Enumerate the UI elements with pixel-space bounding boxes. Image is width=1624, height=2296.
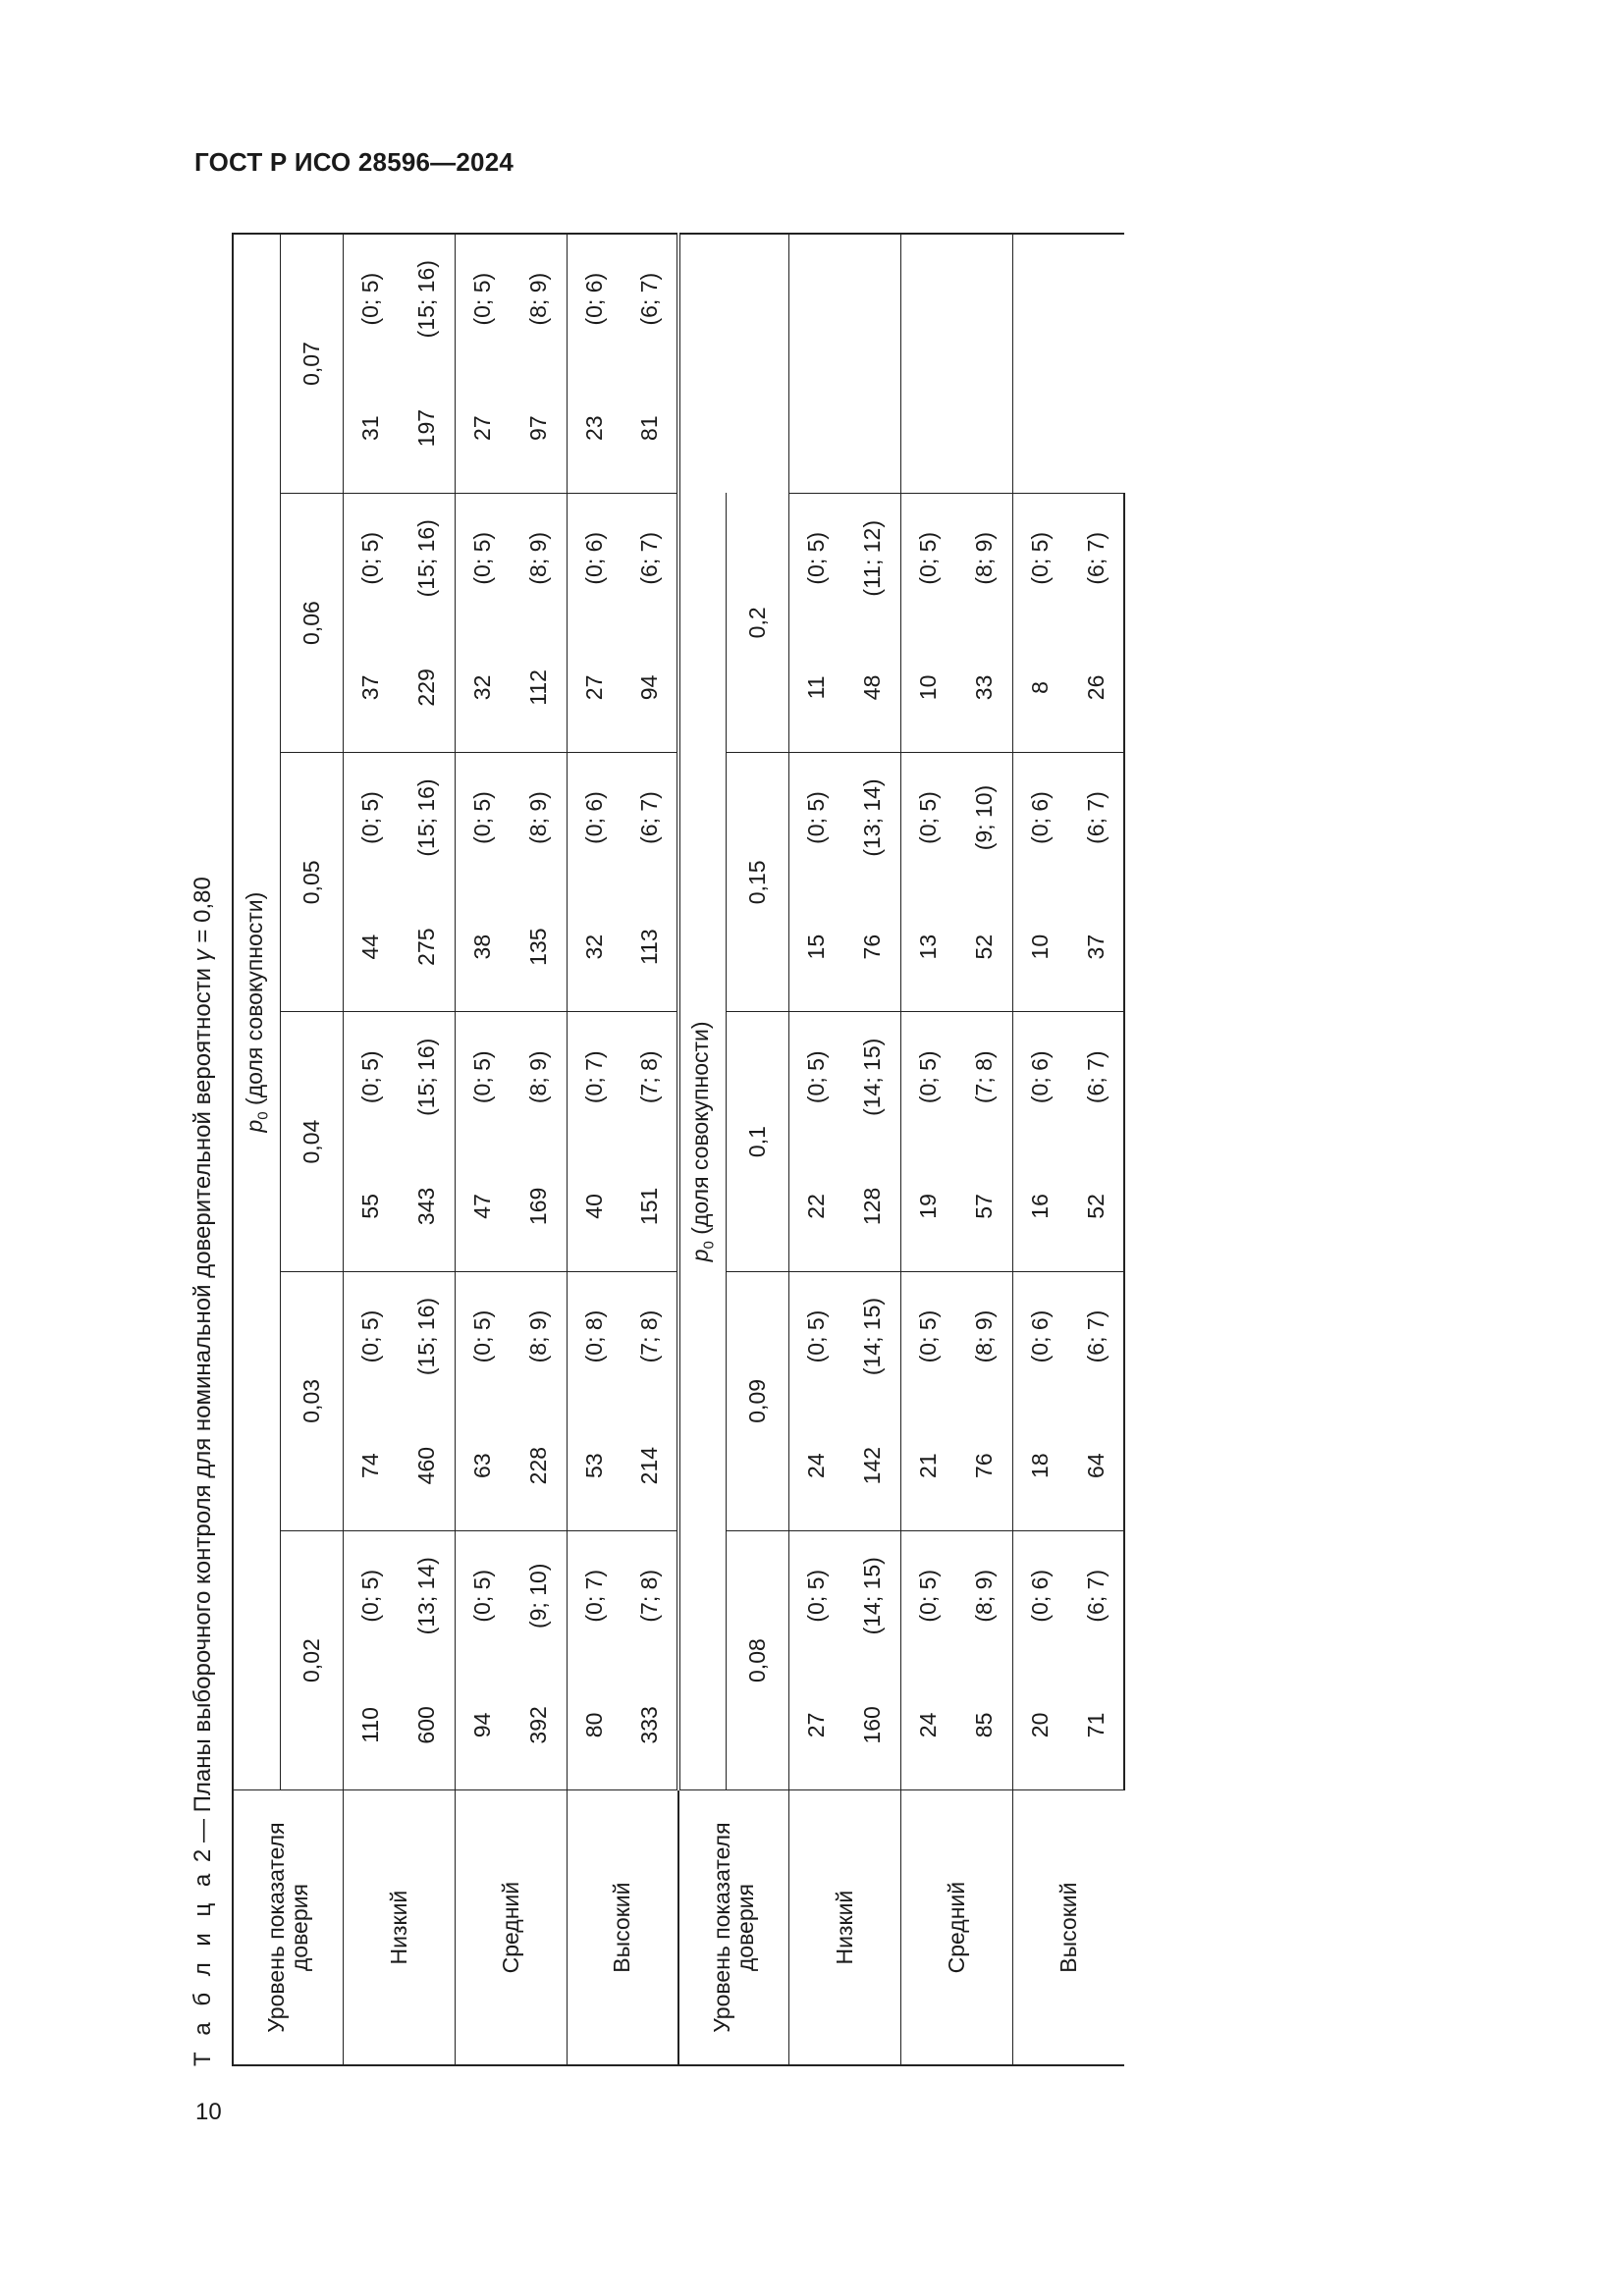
p-value-header: 0,2 — [726, 493, 788, 752]
p-value-header: 0,04 — [280, 1012, 343, 1271]
acceptance-cell: (7; 8) — [623, 1530, 678, 1660]
p-value-header: 0,07 — [280, 234, 343, 493]
acceptance-cell: (13; 14) — [412, 1557, 439, 1635]
acceptance-cell: (0; 6) — [567, 493, 623, 622]
table-row — [455, 234, 511, 2065]
acceptance-cell: (0; 5) — [900, 1530, 956, 1660]
acceptance-cell: (0; 8) — [567, 1271, 623, 1401]
level-cell: Высокий — [1012, 1790, 1124, 2065]
acceptance-cell: (0; 5) — [788, 1530, 844, 1660]
p-value-header: 0,1 — [726, 1012, 788, 1271]
sample-size-cell: 32 — [567, 882, 623, 1012]
acceptance-cell: (0; 5) — [900, 1012, 956, 1142]
acceptance-cell: (15; 16) — [399, 234, 455, 363]
acceptance-cell: (0; 6) — [567, 753, 623, 882]
level-cell: Высокий — [567, 1790, 678, 2065]
p0-header — [678, 493, 726, 1789]
caption-number: 2 — [189, 1848, 216, 1863]
sample-size-cell: 76 — [844, 882, 900, 1012]
sample-size-cell: 214 — [623, 1401, 678, 1530]
acceptance-cell: (0; 5) — [1012, 493, 1068, 622]
acceptance-cell: (0; 5) — [343, 493, 399, 622]
sample-size-cell: 97 — [511, 363, 567, 493]
acceptance-cell: (15; 16) — [412, 778, 439, 857]
level-cell: Средний — [900, 1790, 1012, 2065]
table-row — [788, 234, 844, 2065]
acceptance-cell: (0; 5) — [900, 493, 956, 622]
acceptance-cell: (0; 5) — [900, 753, 956, 882]
sample-size-cell: 33 — [956, 623, 1012, 753]
rotated-table-area — [179, 233, 1109, 2066]
empty-cell — [900, 234, 1012, 493]
sample-size-cell: 460 — [399, 1401, 455, 1530]
acceptance-cell: (0; 5) — [343, 1530, 399, 1660]
p0-label: (доля совокупности) — [241, 891, 267, 1112]
acceptance-cell: (6; 7) — [1068, 1530, 1124, 1660]
sample-size-cell: 16 — [1012, 1142, 1068, 1271]
empty-cell — [1012, 234, 1124, 493]
acceptance-cell: (6; 7) — [623, 234, 678, 363]
sample-size-cell: 57 — [956, 1142, 1012, 1271]
level-cell: Низкий — [343, 1790, 455, 2065]
caption-dash: — — [189, 1819, 216, 1843]
table-row — [900, 234, 956, 2065]
p0-label: (доля совокупности) — [687, 1021, 714, 1242]
caption-gamma: γ — [189, 949, 216, 962]
level-cell: Низкий — [788, 1790, 900, 2065]
sample-size-cell: 13 — [900, 882, 956, 1012]
table-row — [343, 234, 399, 2065]
sample-size-cell: 160 — [858, 1706, 885, 1744]
sample-size-cell: 85 — [970, 1712, 997, 1738]
acceptance-cell: (15; 16) — [412, 519, 439, 598]
sample-size-cell: 15 — [788, 882, 844, 1012]
p0-symbol: p — [687, 1249, 714, 1262]
sample-size-cell: 52 — [956, 882, 1012, 1012]
acceptance-cell: (8; 9) — [524, 1050, 551, 1104]
acceptance-cell: (0; 5) — [788, 493, 844, 622]
sample-size-cell: 53 — [567, 1401, 623, 1530]
empty-cell — [726, 234, 788, 493]
sample-size-cell: 31 — [343, 363, 399, 493]
acceptance-cell: (0; 6) — [1012, 1271, 1068, 1401]
sample-size-cell: 20 — [1012, 1661, 1068, 1790]
sample-size-cell: 71 — [1068, 1661, 1124, 1790]
p0-subscript: 0 — [701, 1241, 719, 1250]
document-header: ГОСТ Р ИСО 28596—2024 — [194, 147, 514, 177]
sample-size-cell: 37 — [343, 623, 399, 753]
sample-size-cell: 600 — [412, 1706, 439, 1744]
caption-label: Т а б л и ц а — [189, 1868, 216, 2066]
sample-size-cell: 343 — [399, 1142, 455, 1271]
caption-text: Планы выборочного контроля для номинальной доверительной вероятности — [189, 967, 216, 1813]
acceptance-cell: (7; 8) — [623, 1012, 678, 1142]
acceptance-cell: (15; 16) — [412, 1038, 439, 1116]
acceptance-cell: (7; 8) — [970, 1050, 997, 1104]
sample-size-cell: 392 — [524, 1706, 551, 1744]
sample-size-cell: 27 — [567, 623, 623, 753]
sample-size-cell: 113 — [623, 882, 678, 1012]
acceptance-cell: (11; 12) — [858, 520, 885, 597]
sample-size-cell: 37 — [1068, 882, 1124, 1012]
sample-size-cell: 24 — [900, 1661, 956, 1790]
sample-size-cell: 229 — [399, 623, 455, 753]
acceptance-cell: (6; 7) — [623, 753, 678, 882]
acceptance-cell: (6; 7) — [1068, 1271, 1124, 1401]
level-header: Уровень показателя доверия — [678, 1790, 788, 2065]
sample-size-cell: 24 — [788, 1401, 844, 1530]
sample-size-cell: 64 — [1068, 1401, 1124, 1530]
sample-size-cell: 32 — [455, 623, 511, 753]
header-row — [678, 234, 726, 2065]
table-row — [567, 234, 623, 2065]
acceptance-cell: (14; 15) — [858, 1297, 885, 1376]
sample-size-cell: 275 — [399, 882, 455, 1012]
sample-size-cell: 151 — [623, 1142, 678, 1271]
sample-size-cell: 142 — [844, 1401, 900, 1530]
acceptance-cell: (9; 10) — [524, 1563, 551, 1629]
acceptance-cell: (0; 5) — [455, 234, 511, 363]
p0-header — [233, 234, 280, 1790]
sample-size-cell: 80 — [567, 1661, 623, 1790]
acceptance-cell: (8; 9) — [524, 531, 551, 585]
acceptance-cell: (0; 5) — [788, 753, 844, 882]
acceptance-cell: (0; 6) — [1012, 1012, 1068, 1142]
sample-size-cell: 48 — [844, 623, 900, 753]
acceptance-cell: (0; 5) — [900, 1271, 956, 1401]
sample-size-cell: 110 — [343, 1661, 399, 1790]
level-cell: Средний — [455, 1790, 567, 2065]
sample-size-cell: 52 — [1068, 1142, 1124, 1271]
sampling-plan-table — [232, 233, 1109, 2066]
acceptance-cell: (7; 8) — [623, 1271, 678, 1401]
acceptance-cell: (6; 7) — [623, 493, 678, 622]
acceptance-cell: (8; 9) — [524, 1309, 551, 1363]
p0-subscript: 0 — [254, 1111, 272, 1120]
sample-size-cell: 44 — [343, 882, 399, 1012]
acceptance-cell: (0; 6) — [1012, 753, 1068, 882]
sample-size-cell: 22 — [788, 1142, 844, 1271]
acceptance-cell: (8; 9) — [511, 234, 567, 363]
acceptance-cell: (0; 5) — [343, 753, 399, 882]
acceptance-cell: (6; 7) — [1068, 753, 1124, 882]
sample-size-cell: 26 — [1068, 623, 1124, 753]
empty-cell — [678, 234, 726, 493]
header-row — [233, 234, 280, 2065]
p-value-header: 0,15 — [726, 753, 788, 1012]
level-header: Уровень показателя доверия — [233, 1790, 343, 2065]
p-value-header: 0,06 — [280, 493, 343, 752]
acceptance-cell: (0; 5) — [343, 234, 399, 363]
acceptance-cell: (0; 7) — [567, 1530, 623, 1660]
acceptance-cell: (0; 5) — [455, 1271, 511, 1401]
acceptance-cell: (14; 15) — [858, 1557, 885, 1635]
sample-size-cell: 197 — [399, 363, 455, 493]
acceptance-cell: (0; 5) — [788, 1012, 844, 1142]
sample-size-cell: 128 — [844, 1142, 900, 1271]
acceptance-cell: (0; 5) — [343, 1012, 399, 1142]
sample-size-cell: 27 — [455, 363, 511, 493]
acceptance-cell: (0; 7) — [567, 1012, 623, 1142]
acceptance-cell: (0; 5) — [455, 1530, 511, 1660]
sample-size-cell: 23 — [567, 363, 623, 493]
sample-size-cell: 74 — [343, 1401, 399, 1530]
acceptance-cell: (15; 16) — [412, 1297, 439, 1376]
sample-size-cell: 10 — [900, 623, 956, 753]
acceptance-cell: (8; 9) — [970, 1569, 997, 1623]
sample-size-cell: 27 — [788, 1661, 844, 1790]
acceptance-cell: (0; 5) — [455, 1012, 511, 1142]
acceptance-cell: (0; 6) — [567, 234, 623, 363]
p-value-header: 0,02 — [280, 1530, 343, 1789]
sample-size-cell: 76 — [956, 1401, 1012, 1530]
sample-size-cell: 40 — [567, 1142, 623, 1271]
sample-size-cell: 8 — [1012, 623, 1068, 753]
acceptance-cell: (6; 7) — [1068, 1012, 1124, 1142]
acceptance-cell: (0; 5) — [343, 1271, 399, 1401]
acceptance-cell: (8; 9) — [524, 791, 551, 844]
page-number: 10 — [195, 2099, 222, 2125]
acceptance-cell: (6; 7) — [1068, 493, 1124, 622]
sample-size-cell: 10 — [1012, 882, 1068, 1012]
sample-size-cell: 38 — [455, 882, 511, 1012]
acceptance-cell: (0; 5) — [788, 1271, 844, 1401]
acceptance-cell: (13; 14) — [858, 778, 885, 857]
sample-size-cell: 94 — [623, 623, 678, 753]
p-value-header: 0,08 — [726, 1530, 788, 1789]
sample-size-cell: 228 — [511, 1401, 567, 1530]
table-caption — [179, 233, 228, 2066]
p-value-header: 0,09 — [726, 1271, 788, 1530]
acceptance-cell: (0; 6) — [1012, 1530, 1068, 1660]
sample-size-cell: 19 — [900, 1142, 956, 1271]
sample-size-cell: 112 — [511, 623, 567, 753]
sample-size-cell: 55 — [343, 1142, 399, 1271]
sample-size-cell: 21 — [900, 1401, 956, 1530]
sample-size-cell: 135 — [511, 882, 567, 1012]
data-table — [232, 233, 1125, 2066]
sample-size-cell: 169 — [511, 1142, 567, 1271]
acceptance-cell: (0; 5) — [455, 493, 511, 622]
acceptance-cell: (9; 10) — [970, 784, 997, 851]
sample-size-cell: 18 — [1012, 1401, 1068, 1530]
p-value-header: 0,05 — [280, 753, 343, 1012]
sample-size-cell: 94 — [455, 1661, 511, 1790]
table-row — [1012, 234, 1068, 2065]
caption-value: = 0,80 — [189, 877, 216, 943]
empty-cell — [788, 234, 900, 493]
acceptance-cell: (8; 9) — [970, 531, 997, 585]
sample-size-cell: 11 — [788, 623, 844, 753]
sample-size-cell: 333 — [623, 1661, 678, 1790]
acceptance-cell: (14; 15) — [858, 1038, 885, 1116]
acceptance-cell: (0; 5) — [455, 753, 511, 882]
p-value-header: 0,03 — [280, 1271, 343, 1530]
sample-size-cell: 81 — [623, 363, 678, 493]
sample-size-cell: 63 — [455, 1401, 511, 1530]
p0-symbol: p — [241, 1119, 267, 1133]
sample-size-cell: 47 — [455, 1142, 511, 1271]
acceptance-cell: (8; 9) — [970, 1309, 997, 1363]
